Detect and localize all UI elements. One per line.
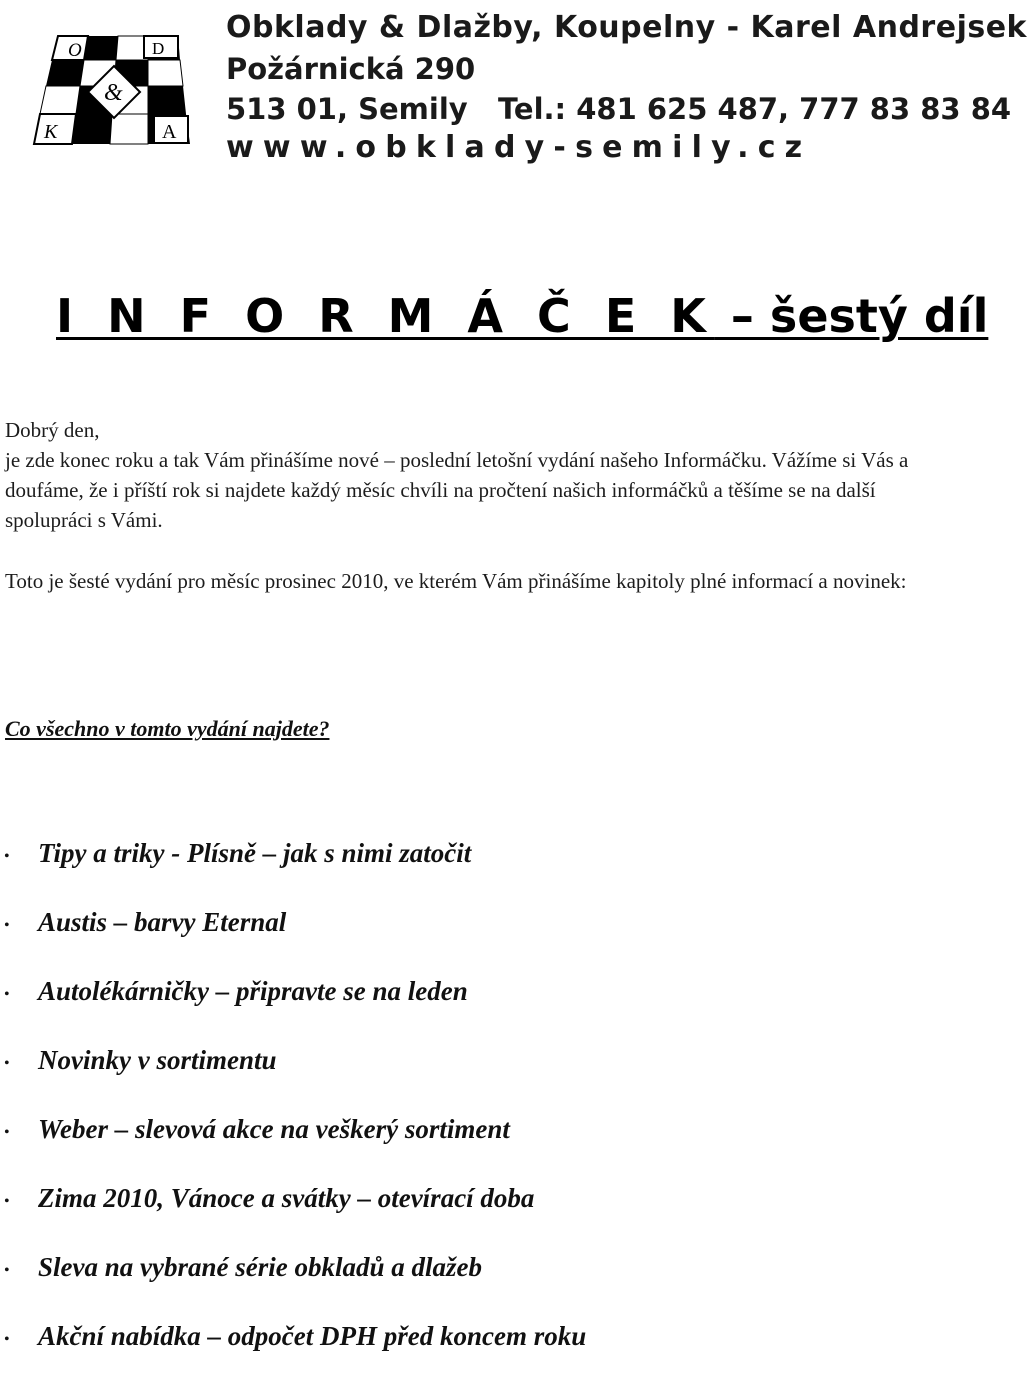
- toc-item-text: Weber – slevová akce na veškerý sortiment: [38, 1114, 510, 1144]
- toc-item-text: Akční nabídka – odpočet DPH před koncem roku: [38, 1321, 587, 1351]
- greeting: Dobrý den,: [5, 418, 100, 442]
- list-item: [0, 1252, 960, 1321]
- list-item: [0, 1045, 960, 1114]
- toc-list: [0, 838, 960, 1390]
- bullet-icon: •: [4, 917, 10, 934]
- toc-item-text: Zima 2010, Vánoce a svátky – otevírací doba: [38, 1183, 535, 1213]
- bullet-icon: •: [4, 848, 10, 865]
- title-subtitle: – šestý díl: [714, 288, 989, 343]
- list-item: [0, 1183, 960, 1252]
- title-main: I N F O R M Á Č E K: [56, 288, 715, 343]
- list-item: [0, 838, 960, 907]
- toc-item-text: Tipy a triky - Plísně – jak s nimi zatočit: [38, 838, 472, 868]
- logo-letter-a: A: [162, 121, 177, 143]
- page-title: [56, 289, 988, 343]
- bullet-icon: •: [4, 1262, 10, 1279]
- edition-paragraph: Toto je šesté vydání pro měsíc prosinec 2010, ve kterém Vám přinášíme kapitoly plné informací a novinek:: [5, 569, 907, 593]
- list-item: [0, 1114, 960, 1183]
- list-item: [0, 907, 960, 976]
- bullet-icon: •: [4, 986, 10, 1003]
- bullet-icon: •: [4, 1193, 10, 1210]
- bullet-icon: •: [4, 1055, 10, 1072]
- list-item: [0, 976, 960, 1045]
- company-street: Požárnická 290: [226, 52, 476, 86]
- bullet-icon: •: [4, 1124, 10, 1141]
- company-phone: Tel.: 481 625 487, 777 83 83 84: [498, 92, 1012, 126]
- toc-heading: Co všechno v tomto vydání najdete?: [5, 716, 330, 741]
- company-logo: [28, 28, 208, 150]
- company-city: 513 01, Semily: [226, 92, 468, 126]
- company-website[interactable]: www.obklady-semily.cz: [226, 130, 812, 165]
- toc-item-text: Austis – barvy Eternal: [38, 907, 287, 937]
- logo-letter-k: K: [44, 121, 58, 143]
- list-item: [0, 1321, 960, 1390]
- intro-text: je zde konec roku a tak Vám přinášíme nové – poslední letošní vydání našeho Informáčku. Vážíme si Vás a doufáme, že i příští rok si najdete každý měsíc chvíli na pročtení našich informáčků a těšíme se na další spolupráci s Vámi.: [5, 448, 909, 532]
- intro-section: [5, 415, 955, 535]
- logo-letter-d: D: [152, 39, 165, 58]
- letterhead: [0, 0, 1027, 175]
- toc-item-text: Novinky v sortimentu: [38, 1045, 277, 1075]
- company-name: Obklady & Dlažby, Koupelny - Karel Andrejsek: [226, 10, 1027, 45]
- toc-item-text: Sleva na vybrané série obkladů a dlažeb: [38, 1252, 482, 1282]
- logo-ampersand: &: [104, 80, 123, 106]
- logo-letter-o: O: [68, 40, 82, 61]
- toc-item-text: Autolékárničky – připravte se na leden: [38, 976, 468, 1006]
- bullet-icon: •: [4, 1331, 10, 1348]
